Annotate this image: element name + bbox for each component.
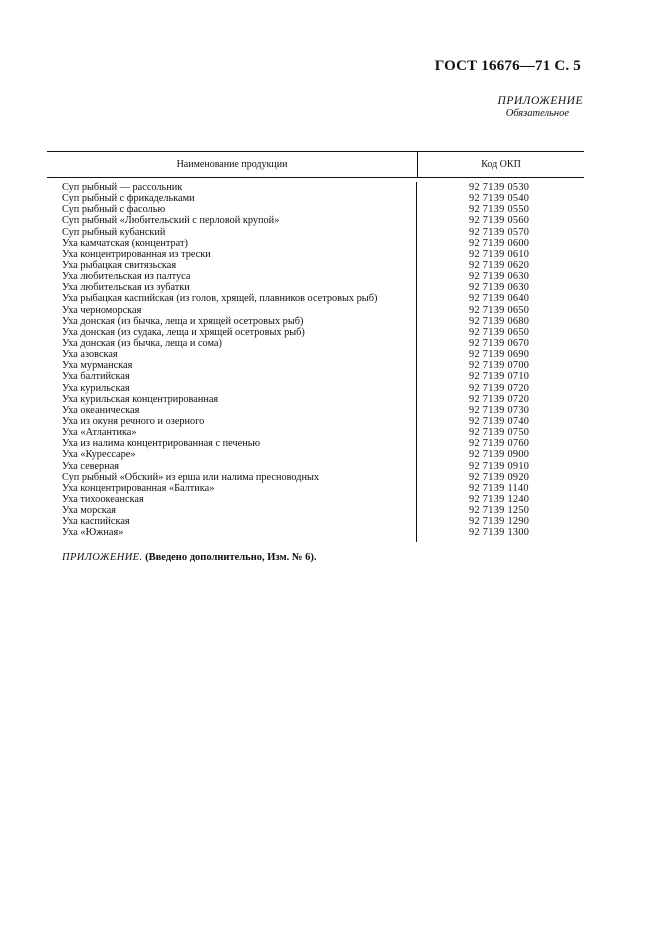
- table-row: [47, 461, 584, 472]
- okp-code-cell: 92 7139 0720: [469, 382, 530, 394]
- okp-code-cell: 92 7139 0610: [469, 248, 530, 260]
- okp-code-cell: 92 7139 0730: [469, 404, 530, 416]
- product-name-cell: Суп рыбный «Обский» из ерша или налима пресноводных: [47, 472, 417, 483]
- product-name-cell: Суп рыбный — рассольник: [47, 182, 417, 193]
- table-row: [47, 438, 584, 449]
- product-name-cell: Уха рыбацкая свитязьская: [47, 260, 417, 271]
- table-row: [47, 527, 584, 538]
- okp-code-cell: 92 7139 1240: [469, 493, 530, 505]
- product-name-cell: Уха балтийская: [47, 371, 417, 382]
- product-name-cell: Уха любительская из зубатки: [47, 282, 417, 293]
- table-row: [47, 215, 584, 226]
- table-row: [47, 394, 584, 405]
- okp-code-cell: 92 7139 0670: [469, 337, 530, 349]
- table-column-divider-tail: [47, 539, 417, 542]
- product-name-cell: Уха каспийская: [47, 516, 417, 527]
- table-row: [47, 349, 584, 360]
- product-name-cell: Суп рыбный «Любительский с перловой крупой»: [47, 215, 417, 226]
- okp-code-cell: 92 7139 0720: [469, 393, 530, 405]
- okp-code-cell: 92 7139 1300: [469, 527, 530, 539]
- table-body: [47, 182, 584, 539]
- product-code-table: [47, 151, 584, 542]
- table-row: [47, 182, 584, 193]
- product-name-cell: Уха «Атлантика»: [47, 427, 417, 438]
- table-row: [47, 449, 584, 460]
- table-row: [47, 249, 584, 260]
- okp-code-cell: 92 7139 1250: [469, 505, 530, 517]
- okp-code-cell: 92 7139 0530: [469, 182, 530, 193]
- table-row: [47, 427, 584, 438]
- okp-code-cell: 92 7139 0680: [469, 315, 530, 327]
- okp-code-cell: 92 7139 0620: [469, 259, 530, 271]
- product-name-cell: Уха любительская из палтуса: [47, 271, 417, 282]
- product-name-cell: Суп рыбный кубанский: [47, 227, 417, 238]
- table-row: [47, 271, 584, 282]
- amendment-note-label: ПРИЛОЖЕНИЕ.: [62, 552, 143, 563]
- table-row: [47, 383, 584, 394]
- okp-code-cell: 92 7139 1290: [469, 516, 530, 528]
- okp-code-cell: 92 7139 0740: [469, 415, 530, 427]
- okp-code-cell: 92 7139 0650: [469, 304, 530, 316]
- product-name-cell: Уха «Южная»: [47, 527, 417, 538]
- table-row: [47, 516, 584, 527]
- amendment-note-text: (Введено дополнительно, Изм. № 6).: [145, 552, 317, 563]
- okp-code-cell: 92 7139 0570: [469, 226, 530, 238]
- okp-code-cell: 92 7139 0560: [469, 215, 530, 227]
- table-row: [47, 405, 584, 416]
- product-name-cell: Уха морская: [47, 505, 417, 516]
- table-row: [47, 260, 584, 271]
- okp-code-cell: 92 7139 0710: [469, 371, 530, 383]
- okp-code-cell: 92 7139 0630: [469, 271, 530, 283]
- table-row: [47, 472, 584, 483]
- product-name-cell: Уха азовская: [47, 349, 417, 360]
- okp-code-cell: 92 7139 0600: [469, 237, 530, 249]
- column-header-product-name: Наименование продукции: [47, 152, 418, 177]
- product-name-cell: Уха черноморская: [47, 305, 417, 316]
- table-row: [47, 193, 584, 204]
- appendix-subtitle: Обязательное: [505, 108, 569, 119]
- product-name-cell: Уха донская (из судака, леща и хрящей осетровых рыб): [47, 327, 417, 338]
- table-row: [47, 505, 584, 516]
- product-name-cell: Уха концентрированная «Балтика»: [47, 483, 417, 494]
- product-name-cell: Уха из налима концентрированная с печенью: [47, 438, 417, 449]
- table-row: [47, 416, 584, 427]
- table-row: [47, 238, 584, 249]
- product-name-cell: Уха из окуня речного и озерного: [47, 416, 417, 427]
- product-name-cell: Уха рыбацкая каспийская (из голов, хрящей, плавников осетровых рыб): [47, 293, 417, 304]
- product-name-cell: Уха концентрированная из трески: [47, 249, 417, 260]
- table-row: [47, 282, 584, 293]
- product-name-cell: Суп рыбный с фрикадельками: [47, 193, 417, 204]
- table-row: [47, 316, 584, 327]
- table-row: [47, 494, 584, 505]
- okp-code-cell: 92 7139 1140: [469, 482, 529, 494]
- okp-code-cell: 92 7139 0900: [469, 449, 530, 461]
- table-row: [47, 338, 584, 349]
- product-name-cell: Уха курильская: [47, 383, 417, 394]
- amendment-note: [62, 552, 316, 563]
- table-row: [47, 204, 584, 215]
- standard-code-header: ГОСТ 16676—71 С. 5: [434, 58, 581, 74]
- okp-code-cell: 92 7139 0640: [469, 293, 530, 305]
- okp-code-cell: 92 7139 0650: [469, 326, 530, 338]
- table-row: [47, 327, 584, 338]
- table-row: [47, 360, 584, 371]
- table-row: [47, 305, 584, 316]
- okp-code-cell: 92 7139 0760: [469, 438, 530, 450]
- okp-code-cell: 92 7139 0920: [469, 471, 530, 483]
- okp-code-cell: 92 7139 0630: [469, 282, 530, 294]
- okp-code-cell: 92 7139 0690: [469, 349, 530, 361]
- product-name-cell: Уха камчатская (концентрат): [47, 238, 417, 249]
- product-name-cell: Суп рыбный с фасолью: [47, 204, 417, 215]
- product-name-cell: Уха океаническая: [47, 405, 417, 416]
- table-header-row: [47, 152, 584, 178]
- product-name-cell: Уха донская (из бычка, леща и сома): [47, 338, 417, 349]
- table-row: [47, 371, 584, 382]
- table-row: [47, 227, 584, 238]
- product-name-cell: Уха тихоокеанская: [47, 494, 417, 505]
- product-name-cell: Уха мурманская: [47, 360, 417, 371]
- product-name-cell: Уха «Курессаре»: [47, 449, 417, 460]
- table-row: [47, 483, 584, 494]
- appendix-title: ПРИЛОЖЕНИЕ: [497, 95, 583, 107]
- okp-code-cell: 92 7139 0540: [469, 193, 530, 205]
- column-header-okp-code: Код ОКП: [481, 159, 521, 170]
- product-name-cell: Уха северная: [47, 461, 417, 472]
- product-name-cell: Уха донская (из бычка, леща и хрящей осетровых рыб): [47, 316, 417, 327]
- okp-code-cell: 92 7139 0550: [469, 204, 530, 216]
- okp-code-cell: 92 7139 0700: [469, 360, 530, 372]
- okp-code-cell: 92 7139 0750: [469, 427, 530, 439]
- table-row: [47, 293, 584, 304]
- okp-code-cell: 92 7139 0910: [469, 460, 530, 472]
- product-name-cell: Уха курильская концентрированная: [47, 394, 417, 405]
